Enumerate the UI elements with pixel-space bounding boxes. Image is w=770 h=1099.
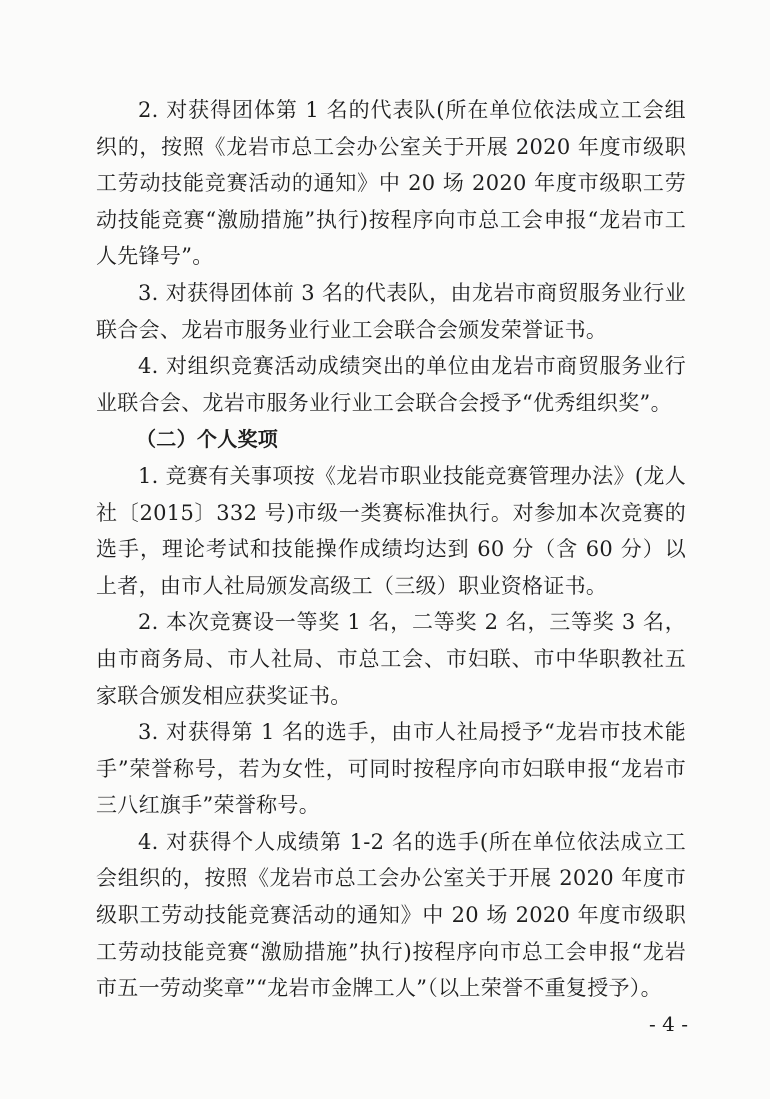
paragraph-individual-award-3: 3. 对获得第 1 名的选手，由市人社局授予“龙岩市技术能手”荣誉称号，若为女性，可同时按程序向市妇联申报“龙岩市三八红旗手”荣誉称号。	[96, 720, 686, 818]
document-body	[96, 92, 686, 1007]
paragraph-team-award-3: 3. 对获得团体前 3 名的代表队，由龙岩市商贸服务业行业联合会、龙岩市服务业行业工会联合会颁发荣誉证书。	[96, 280, 686, 342]
paragraph-team-award-2: 2. 对获得团体第 1 名的代表队(所在单位依法成立工会组织的，按照《龙岩市总工会办公室关于开展 2020 年度市级职工劳动技能竞赛活动的通知》中 20 场 2020 年度市级职工劳动技能竞赛“激励措施”执行)按程序向市总工会申报“龙岩市工人先锋号”。	[96, 98, 686, 269]
paragraph-team-award-4: 4. 对组织竞赛活动成绩突出的单位由龙岩市商贸服务业行业联合会、龙岩市服务业行业工会联合会授予“优秀组织奖”。	[96, 354, 686, 415]
paragraph-individual-award-1: 1. 竞赛有关事项按《龙岩市职业技能竞赛管理办法》(龙人社〔2015〕332 号)市级一类赛标准执行。对参加本次竞赛的选手，理论考试和技能操作成绩均达到 60 分（含 60 分）以上者，由市人社局颁发高级工（三级）职业资格证书。	[96, 463, 686, 598]
section-heading-individual-awards: （二）个人奖项	[136, 427, 279, 452]
paragraph-individual-award-4: 4. 对获得个人成绩第 1-2 名的选手(所在单位依法成立工会组织的，按照《龙岩市总工会办公室关于开展 2020 年度市级职工劳动技能竞赛活动的通知》中 20 场 2020 年度市级职工劳动技能竞赛“激励措施”执行)按程序向市总工会申报“龙岩市五一劳动奖章”“龙岩市金牌工人”（以上荣誉不重复授予）。	[96, 829, 686, 1001]
page-number: - 4 -	[649, 1012, 688, 1036]
paragraph-individual-award-2: 2. 本次竞赛设一等奖 1 名，二等奖 2 名，三等奖 3 名，由市商务局、市人社局、市总工会、市妇联、市中华职教社五家联合颁发相应获奖证书。	[96, 610, 686, 708]
